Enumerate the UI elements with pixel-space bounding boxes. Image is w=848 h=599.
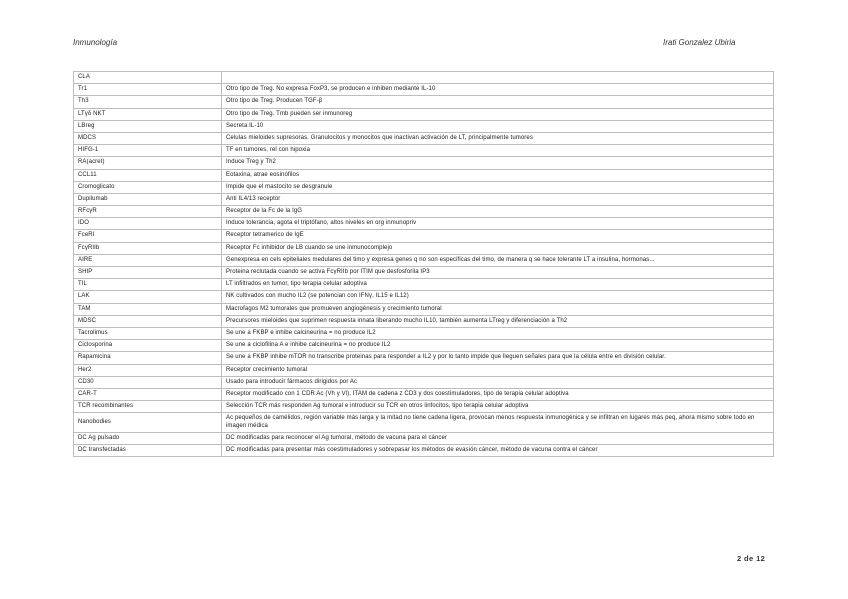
table-row [74, 206, 774, 218]
table-row [74, 267, 774, 279]
table-row [74, 388, 774, 400]
table-row [74, 327, 774, 339]
table-row [74, 145, 774, 157]
table-row [74, 132, 774, 144]
description-cell: Receptor de la Fc de la IgG [222, 206, 774, 218]
term-cell: CCL11 [74, 169, 222, 181]
description-cell: Receptor tetramerico de IgE [222, 230, 774, 242]
description-cell: Celulas mieloides supresoras. Granulocitos y monocitos que inactivan activación de LT, principalmente tumores [222, 132, 774, 144]
table-row [74, 315, 774, 327]
term-cell: Dupilumab [74, 193, 222, 205]
table-row [74, 352, 774, 364]
term-cell: DC transfectadas [74, 445, 222, 457]
page-number: 2 de 12 [737, 554, 766, 563]
term-cell: CLA [74, 72, 222, 84]
term-cell: Tacrolimus [74, 327, 222, 339]
description-cell: LT infiltrados en tumor, tipo terapia celular adoptiva [222, 279, 774, 291]
table-row [74, 401, 774, 413]
description-cell: Usado para introducir fármacos dirigidos por Ac [222, 376, 774, 388]
description-cell: Otro tipo de Treg. Producen TGF-β [222, 96, 774, 108]
term-cell: AIRE [74, 254, 222, 266]
term-cell: TIL [74, 279, 222, 291]
term-cell: LTγδ NKT [74, 108, 222, 120]
table-row [74, 96, 774, 108]
table-row [74, 242, 774, 254]
description-cell: Receptor Fc inhibidor de LB cuando se une inmunocomplejo [222, 242, 774, 254]
description-cell: Otro tipo de Treg. Tmb pueden ser inmunoreg [222, 108, 774, 120]
term-cell: Rapamicina [74, 352, 222, 364]
description-cell [222, 72, 774, 84]
description-cell: Precursores mieloides que suprimen respuesta innata liberando mucho IL10, también aumenta LTreg y diferenciación a Th2 [222, 315, 774, 327]
table-row [74, 279, 774, 291]
description-cell: Induce tolerancia, agota el triptófano, altos niveles en org inmunopriv [222, 218, 774, 230]
description-cell: NK cultivados con mucho IL2 (se potencian con IFNγ, IL15 e IL12) [222, 291, 774, 303]
term-cell: Nanobodies [74, 413, 222, 433]
table-row [74, 291, 774, 303]
table-row [74, 254, 774, 266]
description-cell: Ac pequeños de camélidos, región variable más larga y la mitad no tiene cadena ligera, provocan menos respuesta inmunogénica y se infiltran en lugares más peq, ahora mismo sobre todo en imagen médica [222, 413, 774, 433]
term-cell: TCR recombinantes [74, 401, 222, 413]
table-row [74, 303, 774, 315]
description-cell: Proteina reclutada cuando se activa FcγRIIb por ITIM que desfosforila IP3 [222, 267, 774, 279]
table-row [74, 340, 774, 352]
glossary-table [73, 71, 774, 457]
description-cell: TF en tumores, rel con hipoxia [222, 145, 774, 157]
description-cell: Otro tipo de Treg. No expresa FoxP3, se producen e inhiben mediante IL-10 [222, 84, 774, 96]
term-cell: RA(acret) [74, 157, 222, 169]
description-cell: Secreta IL-10 [222, 120, 774, 132]
term-cell: IDO [74, 218, 222, 230]
table-row [74, 445, 774, 457]
term-cell: CAR-T [74, 388, 222, 400]
description-cell: Eotaxina, atrae eosinófilos [222, 169, 774, 181]
description-cell: Se une a FKBP e inhibe calcineurina = no produce IL2 [222, 327, 774, 339]
description-cell: Receptor modificado con 1 CDR Ac (Vh y Vl), ITAM de cadena z CD3 y dos coestimuladores, tipo de terapia celular adoptiva [222, 388, 774, 400]
term-cell: FceRI [74, 230, 222, 242]
term-cell: Her2 [74, 364, 222, 376]
description-cell: DC modificadas para presentar más coestimuladores y sobrepasar los métodos de evasión cáncer, método de vacuna contra el cáncer [222, 445, 774, 457]
table-row [74, 84, 774, 96]
header-subject: Inmunología [73, 38, 118, 47]
table-row [74, 413, 774, 433]
term-cell: LBreg [74, 120, 222, 132]
term-cell: TAM [74, 303, 222, 315]
table-row [74, 72, 774, 84]
description-cell: Selección TCR más responden Ag tumoral e introducir su TCR en otros linfocitos, tipo terapia celular adoptiva [222, 401, 774, 413]
term-cell: HIFG-1 [74, 145, 222, 157]
term-cell: SHIP [74, 267, 222, 279]
description-cell: DC modificadas para reconocer el Ag tumoral, método de vacuna para el cáncer [222, 433, 774, 445]
table-row [74, 376, 774, 388]
term-cell: LAK [74, 291, 222, 303]
table-row [74, 169, 774, 181]
term-cell: CD30 [74, 376, 222, 388]
table-row [74, 433, 774, 445]
term-cell: Th3 [74, 96, 222, 108]
description-cell: Anti IL4/13 receptor [222, 193, 774, 205]
table-row [74, 193, 774, 205]
term-cell: DC Ag pulsado [74, 433, 222, 445]
description-cell: Receptor crecimiento tumoral [222, 364, 774, 376]
table-row [74, 181, 774, 193]
table-row [74, 108, 774, 120]
term-cell: FcγRIIb [74, 242, 222, 254]
term-cell: Tr1 [74, 84, 222, 96]
term-cell: MDCS [74, 132, 222, 144]
description-cell: Se une a FKBP inhibe mTOR no transcribe proteinas para responder a IL2 y por lo tanto impide que lleguen señales para que la célula entre en división celular. [222, 352, 774, 364]
term-cell: RFcγR [74, 206, 222, 218]
term-cell: Ciclosporina [74, 340, 222, 352]
table-row [74, 120, 774, 132]
header-author: Irati Gonzalez Ubiria [663, 38, 736, 47]
term-cell: MDSC [74, 315, 222, 327]
table-row [74, 230, 774, 242]
description-cell: Macrofagos M2 tumorales que promueven angiogénesis y crecimiento tumoral [222, 303, 774, 315]
table-row [74, 157, 774, 169]
description-cell: Induce Treg y Th2 [222, 157, 774, 169]
description-cell: Impide que el mastocito se desgranule [222, 181, 774, 193]
description-cell: Genexpresa en cels epiteliales medulares del timo y expresa genes q no son especificas del timo, de manera q se hace tolerante LT a insulina, hormonas... [222, 254, 774, 266]
term-cell: Cromoglicato [74, 181, 222, 193]
table-row [74, 364, 774, 376]
table-row [74, 218, 774, 230]
description-cell: Se une a ciclofilina A e inhibe calcineurina = no produce IL2 [222, 340, 774, 352]
